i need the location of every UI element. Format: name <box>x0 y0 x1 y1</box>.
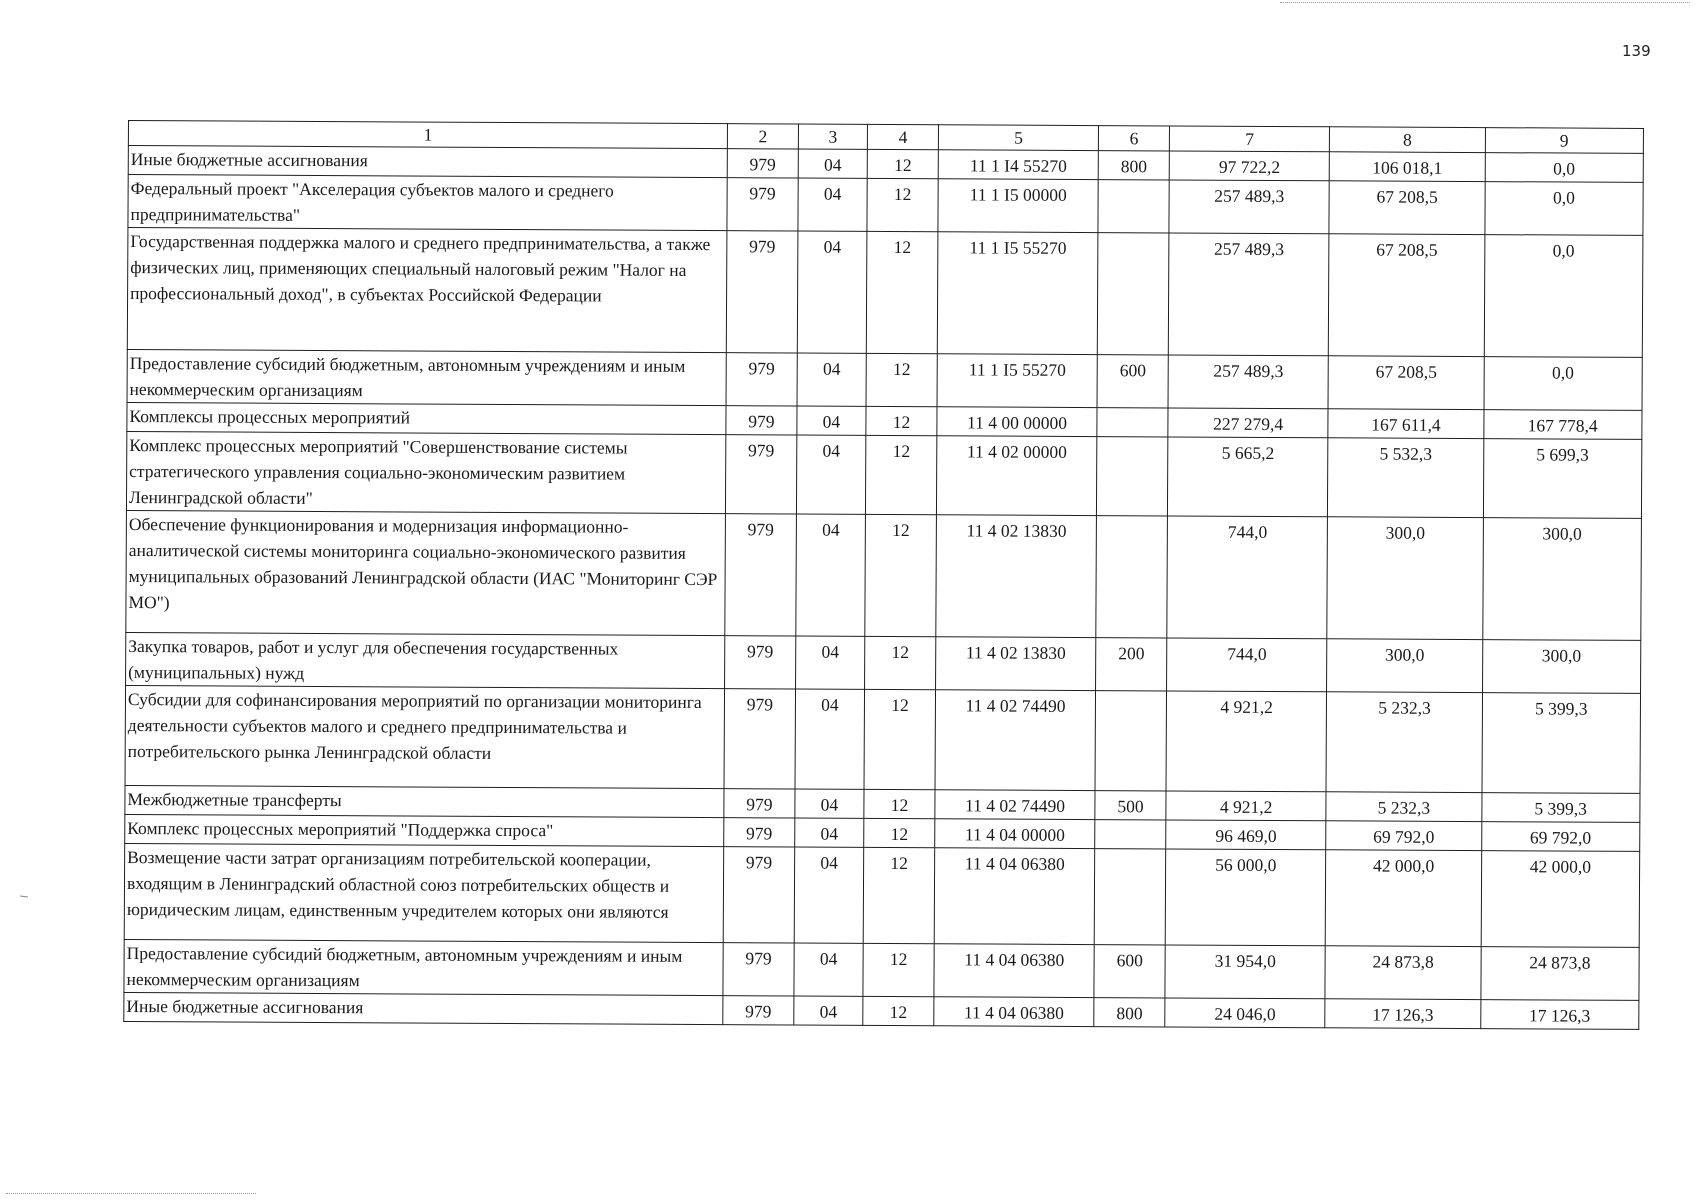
table-row <box>127 349 1642 410</box>
rz-cell: 04 <box>797 231 867 353</box>
csr-cell: 11 4 02 13830 <box>935 637 1096 691</box>
amount-cell: 69 792,0 <box>1326 821 1481 851</box>
table-row <box>124 843 1639 947</box>
amount-cell: 300,0 <box>1482 518 1641 641</box>
amount-cell: 4 921,2 <box>1166 791 1327 821</box>
amount-cell: 300,0 <box>1327 639 1482 693</box>
amount-cell: 17 126,3 <box>1325 999 1480 1029</box>
rz-cell: 04 <box>796 435 866 514</box>
amount-cell: 167 778,4 <box>1483 410 1642 440</box>
vr-cell <box>1095 820 1166 849</box>
header-cell: 2 <box>727 124 798 149</box>
pr-cell: 12 <box>865 514 936 636</box>
page-number: 139 <box>1622 42 1651 60</box>
name-cell: Иные бюджетные ассигнования <box>128 146 727 178</box>
amount-cell: 0,0 <box>1485 182 1644 236</box>
amount-cell: 257 489,3 <box>1169 180 1330 234</box>
amount-cell: 0,0 <box>1485 153 1644 183</box>
amount-cell: 0,0 <box>1484 357 1643 411</box>
amount-cell: 67 208,5 <box>1329 181 1484 235</box>
gr-cell: 979 <box>725 636 796 689</box>
amount-cell: 97 722,2 <box>1169 151 1330 181</box>
vr-cell <box>1095 849 1166 945</box>
amount-cell: 67 208,5 <box>1329 234 1485 357</box>
vr-cell <box>1097 437 1168 516</box>
vr-cell <box>1098 180 1169 233</box>
gr-cell: 979 <box>724 818 795 847</box>
amount-cell: 0,0 <box>1484 235 1643 358</box>
vr-cell <box>1098 233 1169 355</box>
amount-cell: 300,0 <box>1327 517 1483 640</box>
rz-cell: 04 <box>795 689 865 789</box>
scan-stray-mark <box>20 895 28 897</box>
budget-table-container <box>123 120 1644 1030</box>
header-cell: 8 <box>1330 127 1485 153</box>
table-row <box>126 632 1641 693</box>
amount-cell: 69 792,0 <box>1481 822 1640 852</box>
table-row <box>126 431 1641 518</box>
name-cell: Иные бюджетные ассигнования <box>124 992 723 1024</box>
amount-cell: 5 399,3 <box>1482 693 1641 794</box>
amount-cell: 5 699,3 <box>1483 439 1642 519</box>
vr-cell: 200 <box>1096 638 1167 691</box>
table-row <box>126 510 1642 640</box>
rz-cell: 04 <box>797 406 867 435</box>
gr-cell: 979 <box>726 353 797 406</box>
pr-cell: 12 <box>866 406 937 435</box>
amount-cell: 257 489,3 <box>1168 355 1329 409</box>
amount-cell: 5 232,3 <box>1326 692 1482 793</box>
amount-cell: 4 921,2 <box>1166 691 1327 792</box>
gr-cell: 979 <box>726 406 797 435</box>
name-cell: Предоставление субсидий бюджетным, автономным учреждениям и иным некоммерческим организациям <box>124 939 723 995</box>
header-cell: 1 <box>128 121 727 149</box>
csr-cell: 11 4 02 00000 <box>936 436 1097 516</box>
amount-cell: 106 018,1 <box>1330 152 1485 182</box>
rz-cell: 04 <box>797 353 867 406</box>
rz-cell: 04 <box>794 996 864 1025</box>
amount-cell: 744,0 <box>1167 638 1328 692</box>
amount-cell: 42 000,0 <box>1481 851 1640 948</box>
amount-cell: 5 399,3 <box>1481 793 1640 823</box>
header-cell: 9 <box>1485 128 1644 154</box>
name-cell: Предоставление субсидий бюджетным, автономным учреждениям и иным некоммерческим организациям <box>127 349 726 405</box>
amount-cell: 24 873,8 <box>1481 947 1640 1001</box>
rz-cell: 04 <box>798 178 868 231</box>
pr-cell: 12 <box>863 943 934 996</box>
name-cell: Комплекс процессных мероприятий "Совершенствование системы стратегического управления социально-экономическим развитием Ленинградской области" <box>126 431 726 513</box>
pr-cell: 12 <box>864 818 935 847</box>
pr-cell: 12 <box>866 353 937 406</box>
csr-cell: 11 4 04 00000 <box>935 819 1096 849</box>
pr-cell: 12 <box>867 231 938 353</box>
gr-cell: 979 <box>723 847 794 943</box>
header-cell: 3 <box>798 124 868 149</box>
csr-cell: 11 4 00 00000 <box>937 407 1098 437</box>
amount-cell: 31 954,0 <box>1165 945 1326 999</box>
scan-edge-line-bottom <box>6 1193 256 1194</box>
csr-cell: 11 1 I5 55270 <box>937 232 1098 355</box>
csr-cell: 11 4 02 13830 <box>936 515 1097 638</box>
amount-cell: 42 000,0 <box>1326 850 1482 947</box>
rz-cell: 04 <box>798 149 868 178</box>
rz-cell: 04 <box>796 514 866 636</box>
name-cell: Федеральный проект "Акселерация субъектов малого и среднего предпринимательства" <box>128 175 727 231</box>
header-cell: 4 <box>868 124 939 149</box>
table-body <box>124 146 1644 1030</box>
vr-cell <box>1095 691 1166 791</box>
name-cell: Возмещение части затрат организациям потребительской кооперации, входящим в Ленинградский областной союз потребительских обществ и юридическим лицам, единственным учредителем которых они являются <box>124 843 724 942</box>
rz-cell: 04 <box>794 847 864 943</box>
pr-cell: 12 <box>866 435 937 514</box>
amount-cell: 17 126,3 <box>1480 1000 1639 1030</box>
amount-cell: 24 873,8 <box>1325 946 1480 1000</box>
amount-cell: 744,0 <box>1167 516 1328 639</box>
amount-cell: 227 279,4 <box>1168 408 1329 438</box>
name-cell: Межбюджетные трансферты <box>125 785 724 817</box>
vr-cell: 800 <box>1099 151 1170 180</box>
amount-cell: 24 046,0 <box>1165 998 1326 1028</box>
scan-edge-line-top <box>1280 2 1690 3</box>
amount-cell: 257 489,3 <box>1168 233 1329 356</box>
name-cell: Субсидии для софинансирования мероприятий по организации мониторинга деятельности субъектов малого и среднего предпринимательства и потребительского рынка Ленинградской области <box>125 685 725 788</box>
vr-cell: 500 <box>1095 791 1166 820</box>
csr-cell: 11 4 02 74490 <box>935 790 1096 820</box>
vr-cell: 800 <box>1094 998 1165 1027</box>
table-row <box>127 228 1643 358</box>
csr-cell: 11 4 04 06380 <box>934 848 1095 945</box>
csr-cell: 11 1 I5 00000 <box>938 179 1099 233</box>
rz-cell: 04 <box>795 789 865 818</box>
gr-cell: 979 <box>723 996 794 1025</box>
gr-cell: 979 <box>726 435 797 514</box>
vr-cell: 600 <box>1097 355 1168 408</box>
gr-cell: 979 <box>725 514 796 636</box>
header-cell: 6 <box>1099 126 1170 151</box>
amount-cell: 67 208,5 <box>1328 356 1483 410</box>
vr-cell: 600 <box>1094 945 1165 998</box>
table-row <box>128 175 1643 236</box>
name-cell: Закупка товаров, работ и услуг для обеспечения государственных (муниципальных) нужд <box>126 632 725 688</box>
pr-cell: 12 <box>865 636 936 689</box>
csr-cell: 11 4 04 06380 <box>934 997 1095 1027</box>
amount-cell: 5 532,3 <box>1328 438 1484 518</box>
rz-cell: 04 <box>795 636 865 689</box>
csr-cell: 11 4 02 74490 <box>935 690 1096 791</box>
name-cell: Обеспечение функционирования и модернизация информационно-аналитической системы мониторинга социально-экономического развития муниципальных образований Ленинградской области (ИАС "Мониторинг СЭР МО") <box>126 510 726 635</box>
amount-cell: 56 000,0 <box>1165 849 1326 946</box>
pr-cell: 12 <box>863 847 934 943</box>
header-cell: 5 <box>938 125 1099 151</box>
pr-cell: 12 <box>864 789 935 818</box>
pr-cell: 12 <box>867 178 938 231</box>
gr-cell: 979 <box>724 689 795 789</box>
amount-cell: 5 665,2 <box>1167 437 1328 517</box>
gr-cell: 979 <box>723 943 794 996</box>
amount-cell: 300,0 <box>1482 640 1641 694</box>
csr-cell: 11 4 04 06380 <box>934 944 1095 998</box>
amount-cell: 5 232,3 <box>1326 792 1481 822</box>
csr-cell: 11 1 I4 55270 <box>938 150 1099 180</box>
rz-cell: 04 <box>794 818 864 847</box>
pr-cell: 12 <box>863 996 934 1025</box>
amount-cell: 96 469,0 <box>1166 820 1327 850</box>
gr-cell: 979 <box>726 231 797 353</box>
rz-cell: 04 <box>794 943 864 996</box>
gr-cell: 979 <box>727 178 798 231</box>
csr-cell: 11 1 I5 55270 <box>937 354 1098 408</box>
table-row <box>125 685 1641 793</box>
name-cell: Комплекс процессных мероприятий "Поддержка спроса" <box>125 814 724 846</box>
name-cell: Государственная поддержка малого и среднего предпринимательства, а также физических лиц, применяющих специальный налоговый режим "Налог на профессиональный доход", в субъектах Российской Федерации <box>127 228 727 353</box>
table-row <box>124 939 1639 1000</box>
pr-cell: 12 <box>867 149 938 178</box>
name-cell: Комплексы процессных мероприятий <box>127 402 726 434</box>
budget-table <box>123 120 1644 1030</box>
amount-cell: 167 611,4 <box>1328 409 1483 439</box>
gr-cell: 979 <box>727 149 798 178</box>
gr-cell: 979 <box>724 789 795 818</box>
header-cell: 7 <box>1169 126 1330 152</box>
vr-cell <box>1097 408 1168 437</box>
pr-cell: 12 <box>864 689 935 789</box>
vr-cell <box>1096 516 1167 638</box>
